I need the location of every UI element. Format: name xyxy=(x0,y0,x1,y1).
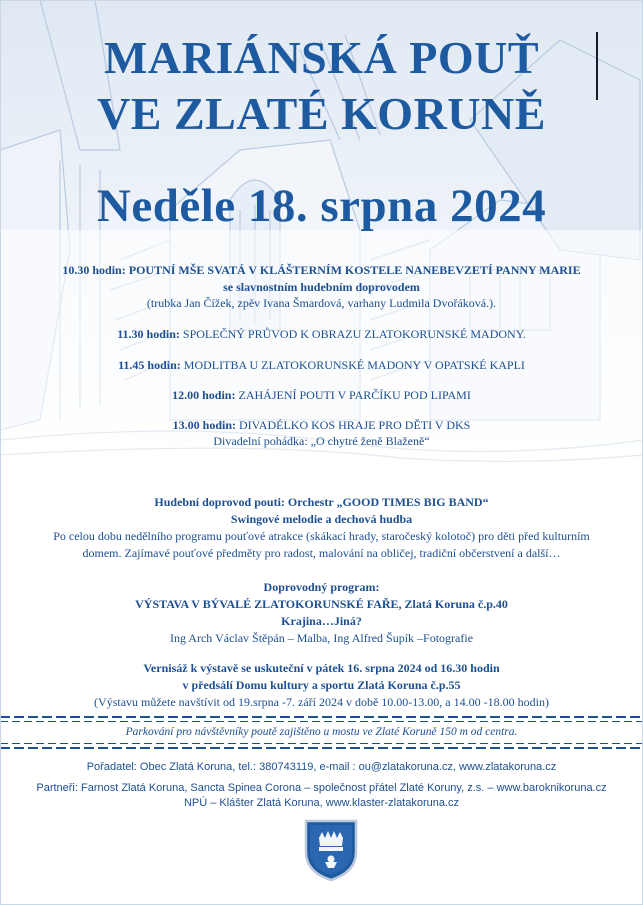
program-time: 12.00 hodin: xyxy=(172,388,236,402)
footer-organizer: Pořadatel: Obec Zlatá Koruna, tel.: 380743119, e-mail : ou@zlatakoruna.cz, www.zlatakoruna.cz xyxy=(86,761,557,773)
title-line-1: MARIÁNSKÁ POUŤ xyxy=(103,32,540,83)
program-item-mass xyxy=(0,263,643,278)
divider-bottom xyxy=(0,747,643,749)
program-text: POUTNÍ MŠE SVATÁ V KLÁŠTERNÍM KOSTELE NANEBEVZETÍ PANNY MARIE xyxy=(125,263,581,277)
program-item-opening xyxy=(0,388,643,403)
program-time: 10.30 hodin: xyxy=(62,263,126,277)
program-time: 11.45 hodin: xyxy=(118,358,181,372)
program-text: MODLITBA U ZLATOKORUNSKÉ MADONY V OPATSKÉ KAPLI xyxy=(180,358,525,372)
program-text: SPOLEČNÝ PRŮVOD K OBRAZU ZLATOKORUNSKÉ MADONY. xyxy=(179,327,526,341)
parking-note: Parkování pro návštěvníky poutě zajištěno u mostu ve Zlaté Koruně 150 m od centra. xyxy=(125,726,518,738)
program-item-procession xyxy=(0,327,643,342)
exhibition-vernissage: Vernisáž k výstavě se uskuteční v pátek 16. srpna 2024 od 16.30 hodin xyxy=(143,661,500,675)
exhibition-subtitle: Krajina…Jiná? xyxy=(281,614,362,628)
footer-partners: Partneři: Farnost Zlatá Koruna, Sancta Spinea Corona – společnost přátel Zlaté Koruny, z.s. – www.baroknikoruna.cz xyxy=(36,782,607,794)
exhibition-title: VÝSTAVA V BÝVALÉ ZLATOKORUNSKÉ FAŘE, Zlatá Koruna č.p.40 xyxy=(135,597,508,611)
program-item-theatre xyxy=(0,418,643,433)
program-mass-musicians: (trubka Jan Čížek, zpěv Ivana Šmardová, varhany Ludmila Dvořáková.). xyxy=(146,296,497,310)
crown-coat-of-arms-icon xyxy=(303,818,359,882)
event-date: Neděle 18. srpna 2024 xyxy=(96,180,547,232)
program-time: 13.00 hodin: xyxy=(172,418,236,432)
title-line-2: VE ZLATÉ KORUNĚ xyxy=(97,88,546,139)
footer-partners-2: NPÚ – Klášter Zlatá Koruna, www.klaster-zlatakoruna.cz xyxy=(183,797,460,809)
program-mass-note: se slavnostním hudebním doprovodem xyxy=(223,280,420,294)
divider-bottom-inner xyxy=(0,743,643,744)
title-divider xyxy=(596,32,598,100)
music-style: Swingové melodie a dechová hudba xyxy=(230,512,413,526)
program-item-prayer xyxy=(0,358,643,373)
program-theatre-note: Divadelní pohádka: „O chytré ženě Blaženě“ xyxy=(213,434,430,448)
music-attractions: Po celou dobu nedělního programu pouťové atrakce (skákací hrady, staročeský kolotoč) pro děti před kulturním xyxy=(53,529,590,543)
exhibition-venue: v předsálí Domu kultury a sportu Zlatá Koruna č.p.55 xyxy=(182,678,461,692)
music-orchestra: Hudební doprovod pouti: Orchestr „GOOD TIMES BIG BAND“ xyxy=(154,495,489,509)
program-text: DIVADÉLKO KOS HRAJE PRO DĚTI V DKS xyxy=(236,418,471,432)
program-text: ZAHÁJENÍ POUTI V PARČÍKU POD LIPAMI xyxy=(235,388,471,402)
divider-top-inner xyxy=(0,721,643,722)
exhibition-hours: (Výstavu můžete navštívit od 19.srpna -7. září 2024 v době 10.00-13.00, a 14.00 -18.00 hodin) xyxy=(94,695,549,709)
exhibition-heading: Doprovodný program: xyxy=(263,580,380,594)
exhibition-artists: Ing Arch Václav Štěpán – Malba, Ing Alfred Šupík –Fotografie xyxy=(169,631,474,645)
music-extras: domem. Zajímavé pouťové předměty pro radost, malování na obličej, tradiční občerstvení a další… xyxy=(82,546,561,560)
program-time: 11.30 hodin: xyxy=(117,327,180,341)
divider-top xyxy=(0,716,643,718)
